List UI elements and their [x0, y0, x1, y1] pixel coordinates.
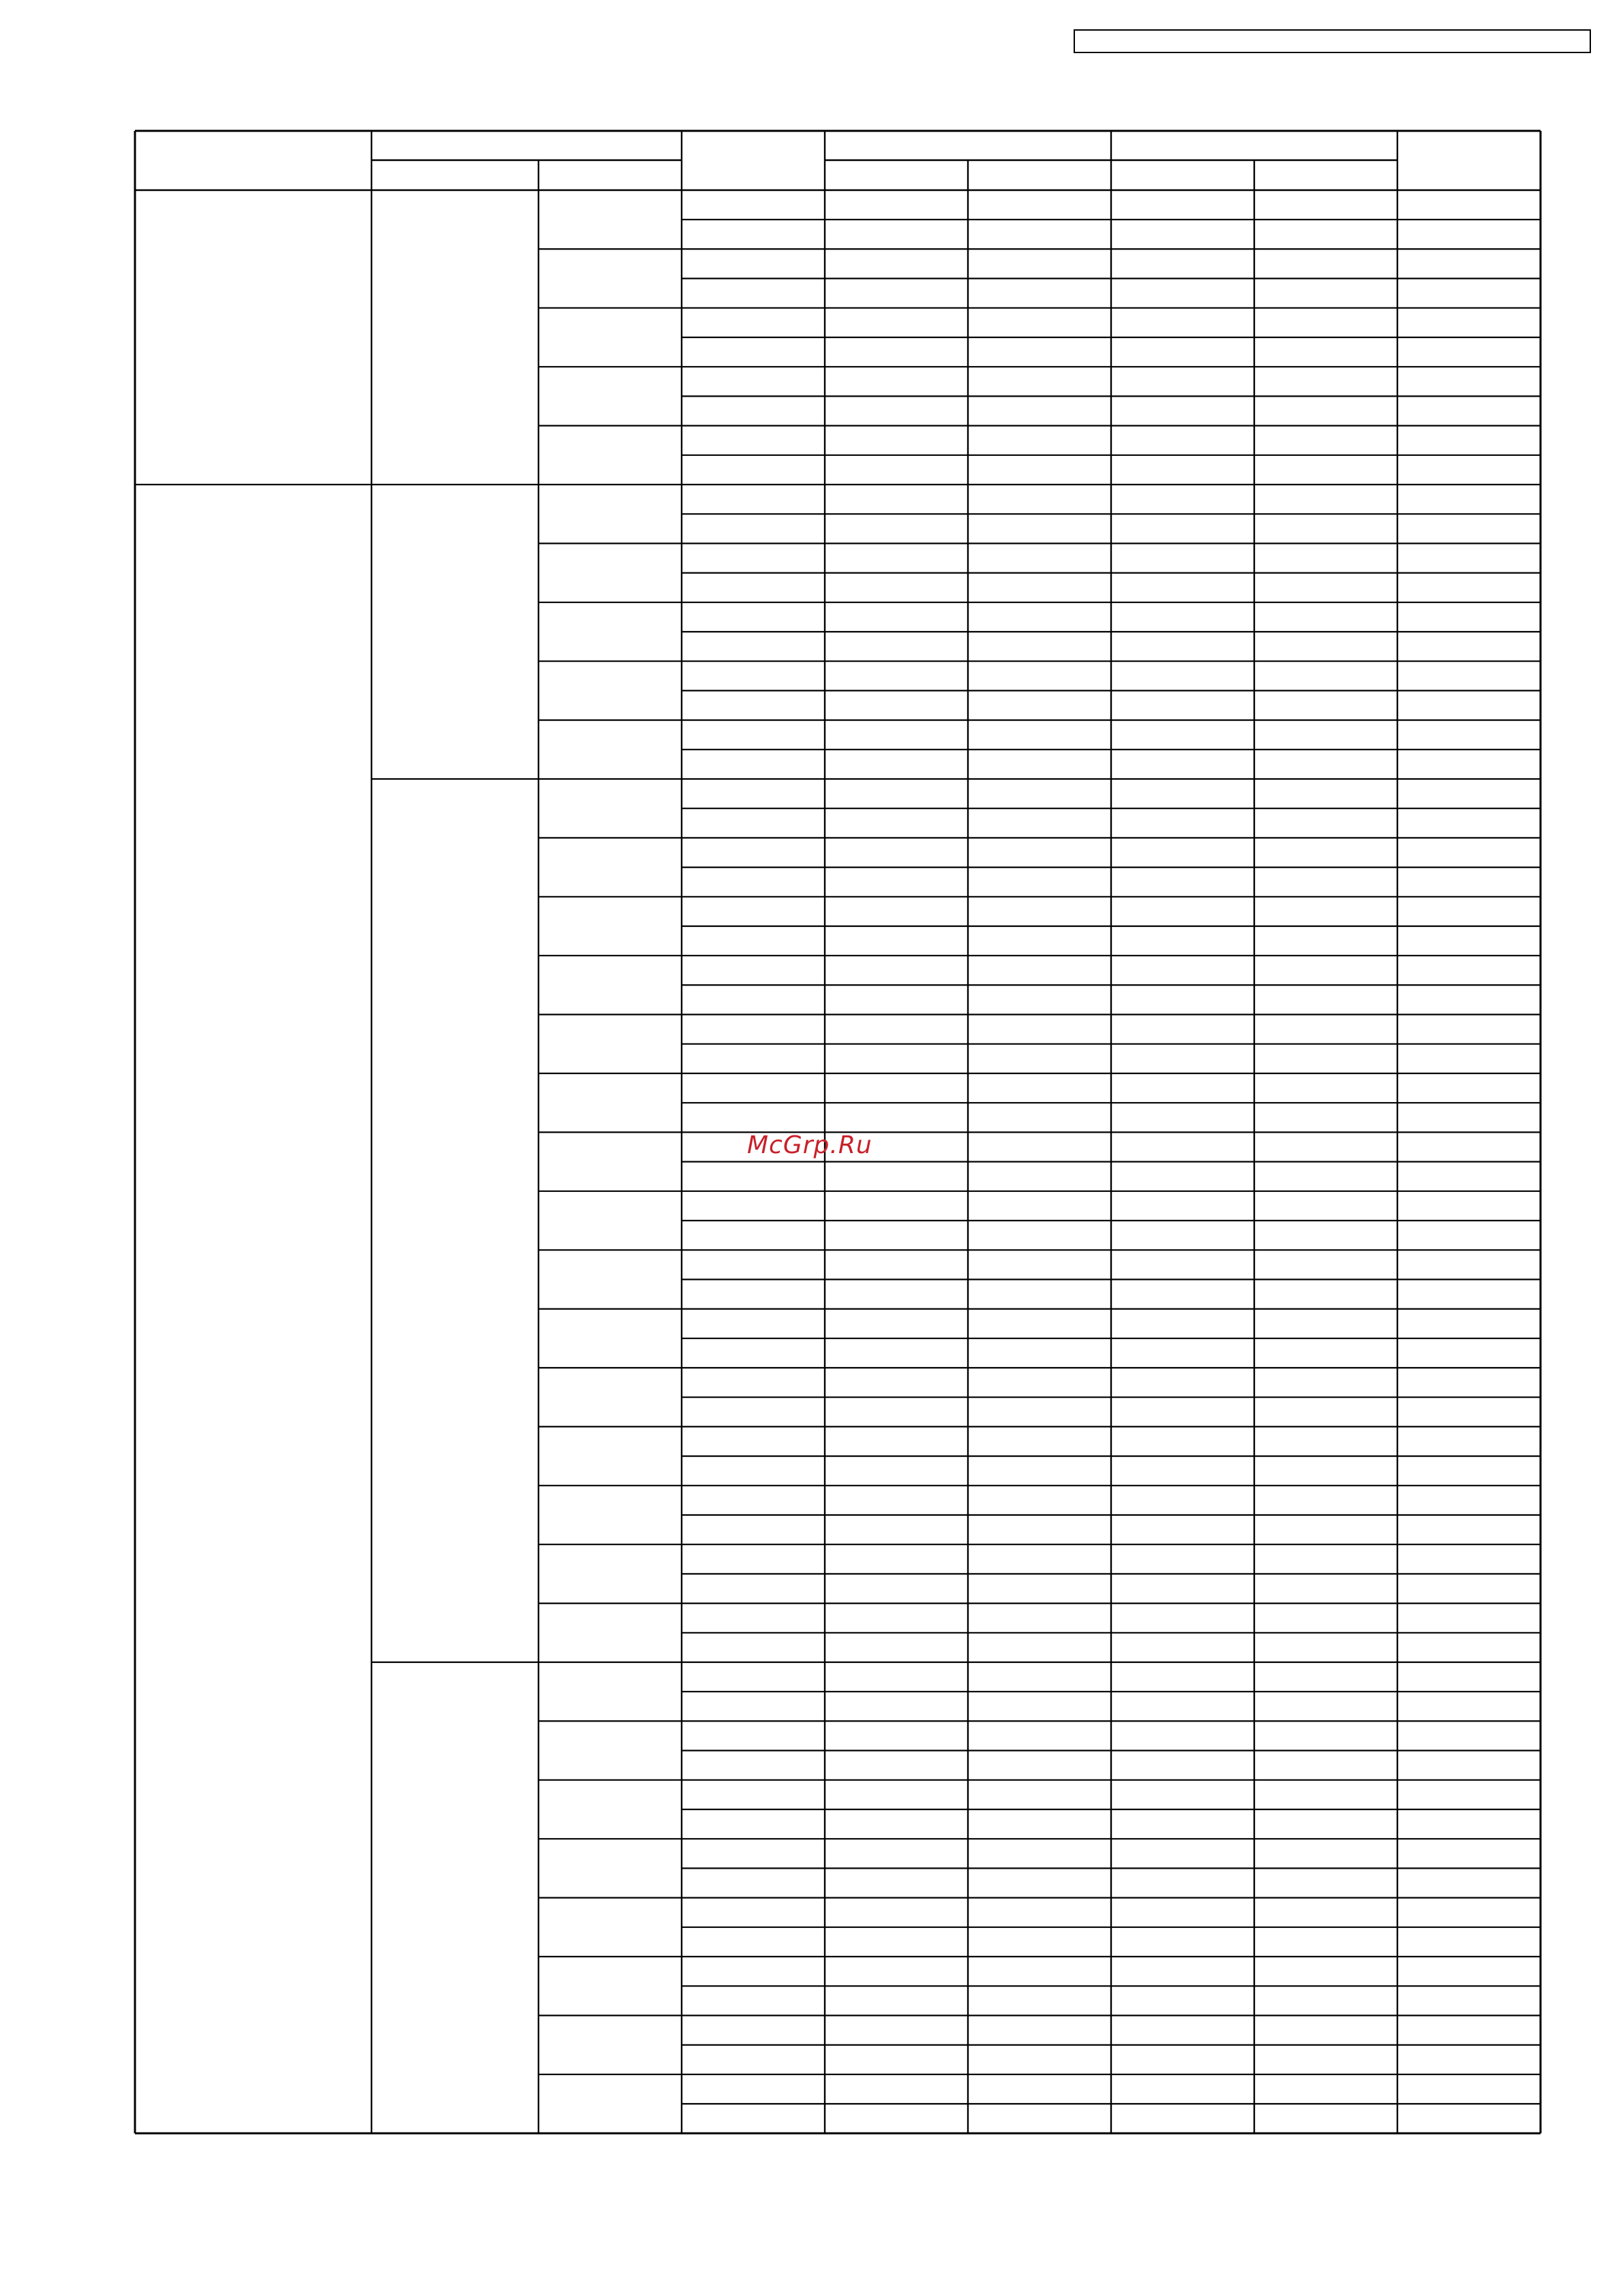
footer-mark [0, 2289, 102, 2293]
watermark-text: McGrp.Ru [747, 1131, 873, 1159]
